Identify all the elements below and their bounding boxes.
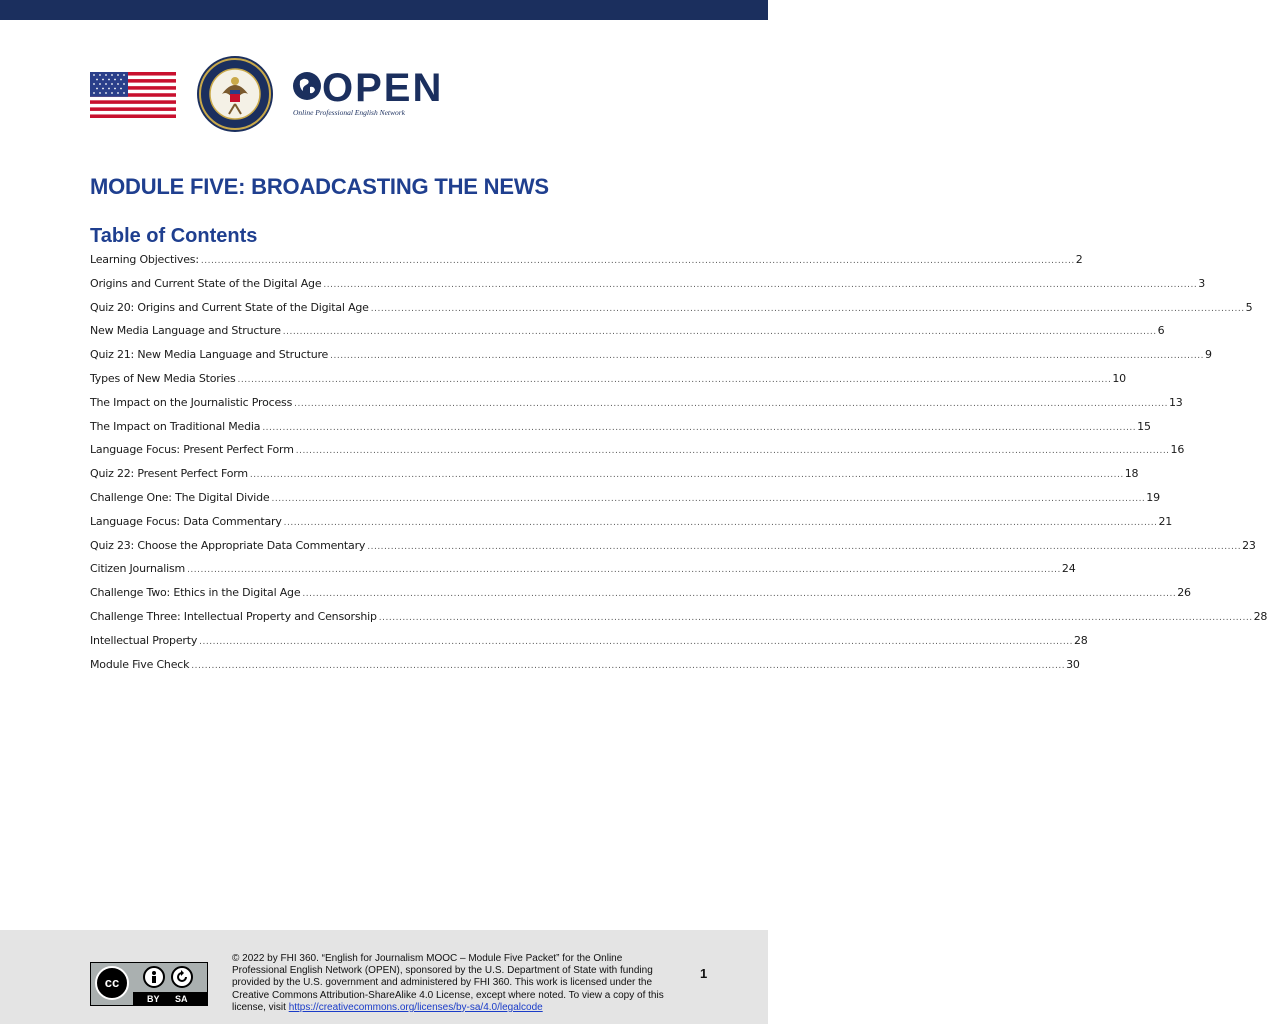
us-flag-logo	[90, 72, 176, 118]
by-label: BY	[147, 994, 160, 1004]
creative-commons-icon: cc	[95, 966, 129, 1000]
table-of-contents	[90, 251, 1267, 679]
toc-entry[interactable]	[90, 275, 1206, 299]
toc-entry[interactable]	[90, 560, 1076, 584]
toc-entry[interactable]	[90, 537, 1256, 561]
toc-entry-title: Module Five Check	[90, 657, 190, 671]
toc-entry[interactable]	[90, 394, 1183, 418]
toc-entry-page: 10	[1112, 371, 1126, 385]
toc-entry[interactable]	[90, 489, 1160, 513]
toc-dot-leader: ....................................................................................................................................................................................................................................................................	[323, 279, 1198, 290]
toc-dot-leader: ....................................................................................................................................................................................................................................................................	[262, 422, 1137, 433]
toc-entry-title: Challenge Two: Ethics in the Digital Age	[90, 586, 301, 600]
toc-entry[interactable]	[90, 513, 1173, 537]
toc-entry-title: Challenge Three: Intellectual Property and Censorship	[90, 609, 377, 623]
toc-dot-leader: ....................................................................................................................................................................................................................................................................	[367, 541, 1242, 552]
toc-dot-leader: ....................................................................................................................................................................................................................................................................	[330, 351, 1204, 362]
license-link[interactable]: https://creativecommons.org/licenses/by-sa/4.0/legalcode	[288, 1001, 543, 1013]
toc-entry-title: Quiz 20: Origins and Current State of the Digital Age	[90, 300, 369, 314]
open-logo-wordmark: OPEN	[322, 66, 444, 110]
toc-entry-page: 2	[1075, 253, 1083, 266]
toc-entry[interactable]	[90, 370, 1126, 394]
toc-dot-leader: ....................................................................................................................................................................................................................................................................	[295, 446, 1170, 457]
sa-label: SA	[175, 994, 188, 1004]
toc-entry-page: 21	[1158, 514, 1173, 528]
toc-entry-page: 9	[1204, 348, 1212, 362]
toc-entry-title: New Media Language and Structure	[90, 324, 281, 338]
toc-entry-title: Learning Objectives:	[90, 253, 199, 266]
module-title: MODULE FIVE: BROADCASTING THE NEWS	[90, 174, 549, 199]
toc-entry-page: 5	[1245, 300, 1253, 314]
toc-entry-title: Origins and Current State of the Digital Age	[90, 276, 322, 290]
toc-dot-leader: ....................................................................................................................................................................................................................................................................	[237, 374, 1112, 385]
page-number: 1	[700, 966, 708, 981]
toc-entry[interactable]	[90, 441, 1185, 465]
open-network-logo	[292, 68, 452, 120]
toc-entry-page: 19	[1146, 490, 1160, 504]
toc-entry-title: The Impact on the Journalistic Process	[90, 395, 293, 409]
toc-entry-title: Citizen Journalism	[90, 562, 186, 576]
toc-entry-title: Quiz 22: Present Perfect Form	[90, 467, 248, 481]
toc-entry-page: 6	[1157, 324, 1165, 338]
top-banner-bar	[0, 0, 768, 20]
cc-by-sa-license-badge[interactable]	[90, 962, 208, 1006]
toc-entry-page: 15	[1137, 419, 1151, 433]
toc-entry-title: The Impact on Traditional Media	[90, 419, 261, 433]
globe-icon	[292, 71, 322, 101]
toc-entry-title: Language Focus: Data Commentary	[90, 514, 282, 528]
toc-entry-title: Quiz 23: Choose the Appropriate Data Commentary	[90, 538, 366, 552]
toc-entry[interactable]	[90, 322, 1165, 346]
badge-label-strip	[133, 992, 207, 1006]
toc-dot-leader: ....................................................................................................................................................................................................................................................................	[187, 565, 1061, 576]
toc-entry-page: 18	[1124, 467, 1139, 481]
toc-entry-title: Types of New Media Stories	[90, 371, 236, 385]
open-logo-subtitle: Online Professional English Network	[293, 108, 406, 117]
toc-entry[interactable]	[90, 465, 1139, 489]
toc-entry[interactable]	[90, 632, 1088, 656]
toc-entry-title: Quiz 21: New Media Language and Structure	[90, 348, 329, 362]
toc-entry[interactable]	[90, 608, 1267, 632]
toc-entry-page: 28	[1073, 633, 1088, 647]
toc-dot-leader: ....................................................................................................................................................................................................................................................................	[200, 256, 1075, 266]
toc-entry-page: 3	[1198, 276, 1206, 290]
toc-entry-page: 30	[1066, 657, 1080, 671]
toc-dot-leader: ....................................................................................................................................................................................................................................................................	[199, 636, 1073, 647]
toc-entry[interactable]	[90, 656, 1080, 680]
toc-dot-leader: ....................................................................................................................................................................................................................................................................	[294, 398, 1168, 409]
department-of-state-seal-logo	[196, 54, 274, 134]
toc-dot-leader: ....................................................................................................................................................................................................................................................................	[271, 493, 1146, 504]
toc-entry-page: 13	[1168, 395, 1183, 409]
toc-dot-leader: ....................................................................................................................................................................................................................................................................	[378, 612, 1253, 623]
toc-entry-title: Language Focus: Present Perfect Form	[90, 443, 294, 457]
toc-entry[interactable]	[90, 418, 1151, 442]
toc-dot-leader: ....................................................................................................................................................................................................................................................................	[370, 303, 1245, 314]
license-notice	[232, 953, 680, 1014]
share-alike-icon	[171, 966, 193, 988]
toc-entry-page: 23	[1242, 538, 1256, 552]
toc-entry-title: Intellectual Property	[90, 633, 198, 647]
toc-entry[interactable]	[90, 251, 1083, 275]
toc-entry-page: 16	[1170, 443, 1185, 457]
toc-dot-leader: ....................................................................................................................................................................................................................................................................	[191, 660, 1066, 671]
toc-dot-leader: ....................................................................................................................................................................................................................................................................	[302, 589, 1177, 600]
toc-dot-leader: ....................................................................................................................................................................................................................................................................	[282, 327, 1157, 338]
license-text: © 2022 by FHI 360. “English for Journalism MOOC – Module Five Packet” for the Online Professional English Network (OPEN), sponsored by the U.S. Department of State with funding provided by the U.S. government and administered by FHI 360. This work is licensed under the Creative Commons Attribution-ShareAlike 4.0 License, except where noted. To view a copy of this license, visit	[232, 953, 664, 1013]
toc-heading: Table of Contents	[90, 225, 258, 247]
toc-dot-leader: ....................................................................................................................................................................................................................................................................	[249, 470, 1124, 481]
toc-entry-title: Challenge One: The Digital Divide	[90, 490, 270, 504]
toc-entry[interactable]	[90, 584, 1191, 608]
toc-entry-page: 26	[1177, 586, 1191, 600]
toc-dot-leader: ....................................................................................................................................................................................................................................................................	[283, 517, 1158, 528]
toc-entry-page: 24	[1061, 562, 1076, 576]
toc-entry[interactable]	[90, 299, 1253, 323]
attribution-person-icon	[143, 966, 165, 988]
toc-entry-page: 28	[1253, 609, 1267, 623]
toc-entry[interactable]	[90, 346, 1212, 370]
